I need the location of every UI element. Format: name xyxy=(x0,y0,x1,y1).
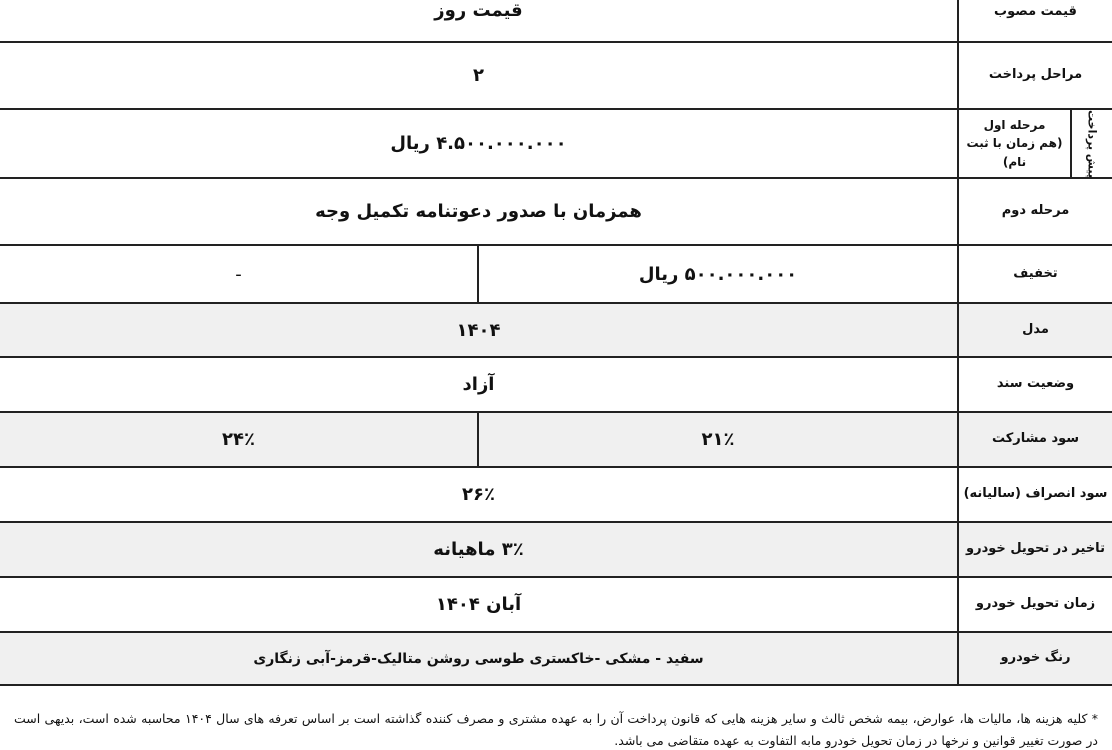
prepay-group-label: پیش پرداخت xyxy=(1070,110,1112,177)
value-discount-right: ۵۰۰.۰۰۰.۰۰۰ ریال xyxy=(638,263,798,285)
label-delay: تاخیر در تحویل خودرو xyxy=(957,523,1112,576)
value-price: قیمت روز xyxy=(434,0,523,21)
value-prepay: ۴.۵۰۰.۰۰۰.۰۰۰ ریال xyxy=(390,133,567,154)
row-pay-stages xyxy=(0,43,1112,110)
row-delivery xyxy=(0,578,1112,633)
label-color: رنگ خودرو xyxy=(957,633,1112,684)
label-prepay: مرحله اول (هم زمان با ثبت نام) xyxy=(957,110,1070,177)
row-participation xyxy=(0,413,1112,468)
value-model: ۱۴۰۴ xyxy=(456,319,501,341)
label-stage2: مرحله دوم xyxy=(957,179,1112,244)
value-discount-left: - xyxy=(0,246,479,302)
row-discount xyxy=(0,246,1112,304)
value-delay: ۳٪ ماهیانه xyxy=(433,539,524,560)
label-discount: تخفیف xyxy=(957,246,1112,302)
row-model xyxy=(0,304,1112,358)
value-color: سفید - مشکی -خاکستری طوسی روشن متالیک-قرمز-آبی زنگاری xyxy=(253,650,704,667)
value-pay-stages: ۲ xyxy=(473,65,484,86)
label-delivery: زمان تحویل خودرو xyxy=(957,578,1112,631)
label-doc-status: وضعیت سند xyxy=(957,358,1112,411)
row-price xyxy=(0,0,1112,43)
row-stage2 xyxy=(0,179,1112,246)
label-price: قیمت مصوب xyxy=(957,0,1112,41)
label-pay-stages: مراحل پرداخت xyxy=(957,43,1112,108)
footnote: * کلیه هزینه ها، مالیات ها، عوارض، بیمه شخص ثالث و سایر هزینه هایی که قانون پرداخت آن را به عهده مشتری و مصرف کننده گذاشته است بر اساس تعرفه های سال ۱۴۰۴ محاسبه شده است، بدیهی است در صورت تغییر قوانین و نرخها در زمان تحویل خودرو مابه التفاوت به عهده متقاضی می باشد. xyxy=(14,711,1098,748)
label-cancel: سود انصراف (سالیانه) xyxy=(957,468,1112,521)
value-doc-status: آزاد xyxy=(462,374,495,395)
row-delay xyxy=(0,523,1112,578)
label-model: مدل xyxy=(957,304,1112,356)
value-participation-left: ۲۴٪ xyxy=(0,413,479,466)
label-participation: سود مشارکت xyxy=(957,413,1112,466)
row-color xyxy=(0,633,1112,686)
value-stage2: همزمان با صدور دعوتنامه تکمیل وجه xyxy=(315,201,642,222)
row-doc-status xyxy=(0,358,1112,413)
value-delivery: آبان ۱۴۰۴ xyxy=(435,594,522,615)
value-cancel: ۲۶٪ xyxy=(462,484,495,505)
row-prepay xyxy=(0,110,1112,179)
value-participation-right: ۲۱٪ xyxy=(701,429,735,450)
row-cancel xyxy=(0,468,1112,523)
